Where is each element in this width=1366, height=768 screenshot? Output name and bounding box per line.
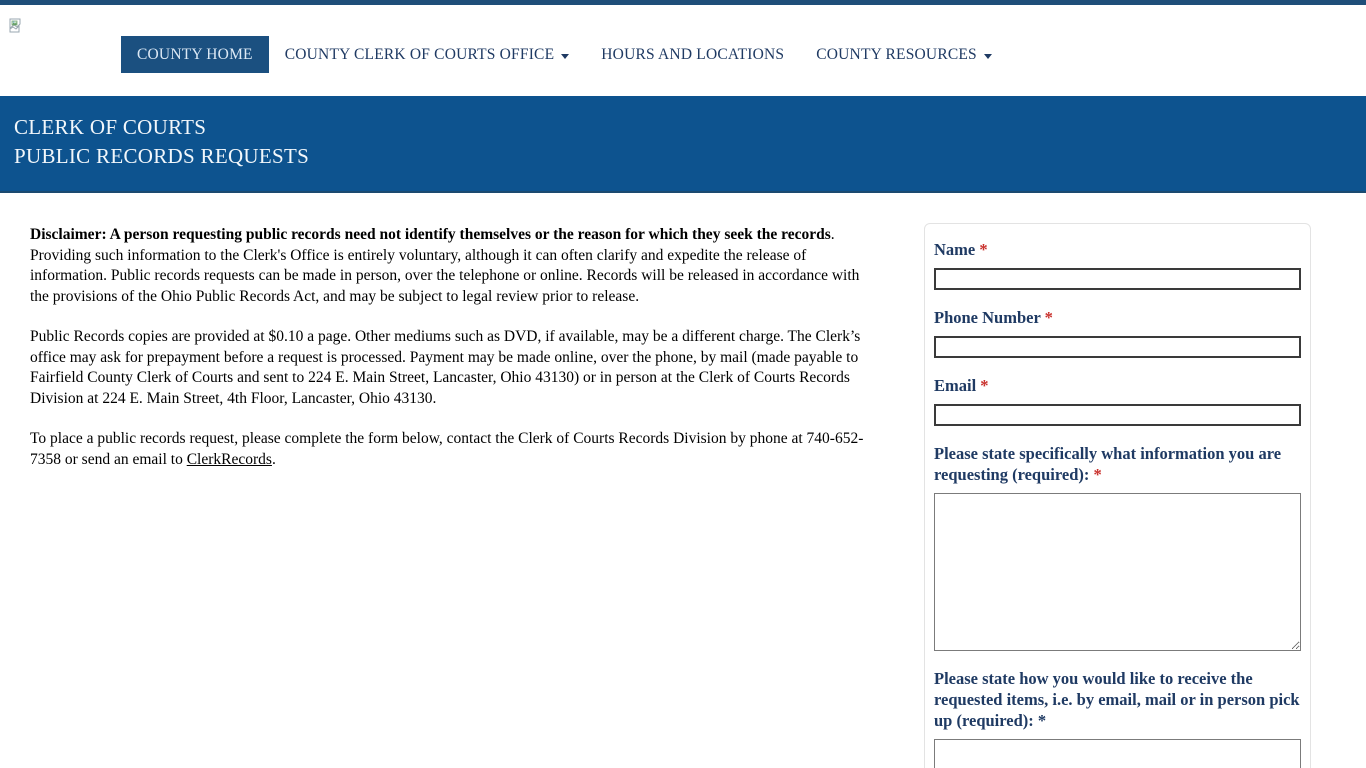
body-text-column xyxy=(30,225,875,490)
nav-label: COUNTY RESOURCES xyxy=(816,45,977,63)
site-header xyxy=(0,5,1366,96)
nav-label: COUNTY CLERK OF COURTS OFFICE xyxy=(284,45,555,63)
copies-cost-paragraph: Public Records copies are provided at $0.10 a page. Other mediums such as DVD, if available, may be a different charge. The Clerk’s office may ask for prepayment before a request is processed. Payment may be made online, over the phone, by mail (made payable to Fairfield County Clerk of Courts and sent to 224 E. Main Street, Lancaster, Ohio 43130) or in person at the Clerk of Courts Records Division at 224 E. Main Street, 4th Floor, Lancaster, Ohio 43130. xyxy=(30,328,861,407)
label-text: Please state how you would like to receive the requested items, i.e. by email, mail or in person pick up (required): * xyxy=(934,669,1300,730)
disclaimer-bold-text: Disclaimer: A person requesting public records need not identify themselves or the reason for which they seek the records xyxy=(30,226,831,243)
name-field-label xyxy=(934,239,1301,260)
disclaimer-paragraph xyxy=(30,225,875,307)
main-navigation xyxy=(121,36,1008,73)
phone-input[interactable] xyxy=(934,336,1301,358)
required-asterisk: * xyxy=(979,240,988,259)
sentence-period: . xyxy=(271,450,276,468)
request-instructions-text: To place a public records request, please complete the form below, contact the Clerk of Courts Records Division by phone at 740-652-7358 or send an email to xyxy=(30,430,864,468)
banner-title-line1: CLERK OF COURTS xyxy=(14,115,207,139)
form-field-email xyxy=(934,375,1301,426)
label-text: Name xyxy=(934,240,980,259)
information-requested-label xyxy=(934,443,1301,485)
required-asterisk: * xyxy=(980,376,989,395)
banner-title-line2: PUBLIC RECORDS REQUESTS xyxy=(14,144,310,168)
email-field-label xyxy=(934,375,1301,396)
disclaimer-regular-text: . Providing such information to the Clerk's Office is entirely voluntary, although it can often clarify and expedite the release of information. Public records requests can be made in person, over the telephone or online. Records will be released in accordance with the provisions of the Ohio Public Records Act, and may be subject to legal review prior to release. xyxy=(30,226,860,305)
clerk-records-email-link[interactable]: ClerkRecords xyxy=(186,450,272,468)
required-asterisk: * xyxy=(1044,308,1053,327)
nav-item-county-resources[interactable] xyxy=(800,36,1008,73)
nav-item-county-clerk-of-courts-office[interactable] xyxy=(269,36,586,73)
delivery-method-textarea[interactable] xyxy=(934,739,1301,768)
page-banner xyxy=(0,96,1366,193)
delivery-method-label xyxy=(934,668,1301,731)
label-text: Email xyxy=(934,376,981,395)
form-field-delivery-method xyxy=(934,668,1301,768)
nav-item-county-home[interactable]: COUNTY HOME xyxy=(121,36,269,73)
information-requested-textarea[interactable] xyxy=(934,493,1301,651)
label-text: Please state specifically what information you are requesting (required): xyxy=(934,444,1282,484)
label-text: Phone Number xyxy=(934,308,1045,327)
records-request-form xyxy=(924,223,1311,768)
form-field-name xyxy=(934,239,1301,290)
name-input[interactable] xyxy=(934,268,1301,290)
how-to-request-paragraph xyxy=(30,429,875,470)
broken-image-icon xyxy=(9,18,26,35)
main-content xyxy=(0,193,1366,768)
chevron-down-icon xyxy=(561,54,569,59)
form-field-information-requested xyxy=(934,443,1301,651)
email-input[interactable] xyxy=(934,404,1301,426)
phone-field-label xyxy=(934,307,1301,328)
form-field-phone xyxy=(934,307,1301,358)
required-asterisk: * xyxy=(1093,465,1102,484)
nav-item-hours-and-locations[interactable]: HOURS AND LOCATIONS xyxy=(601,45,785,63)
chevron-down-icon xyxy=(984,54,992,59)
